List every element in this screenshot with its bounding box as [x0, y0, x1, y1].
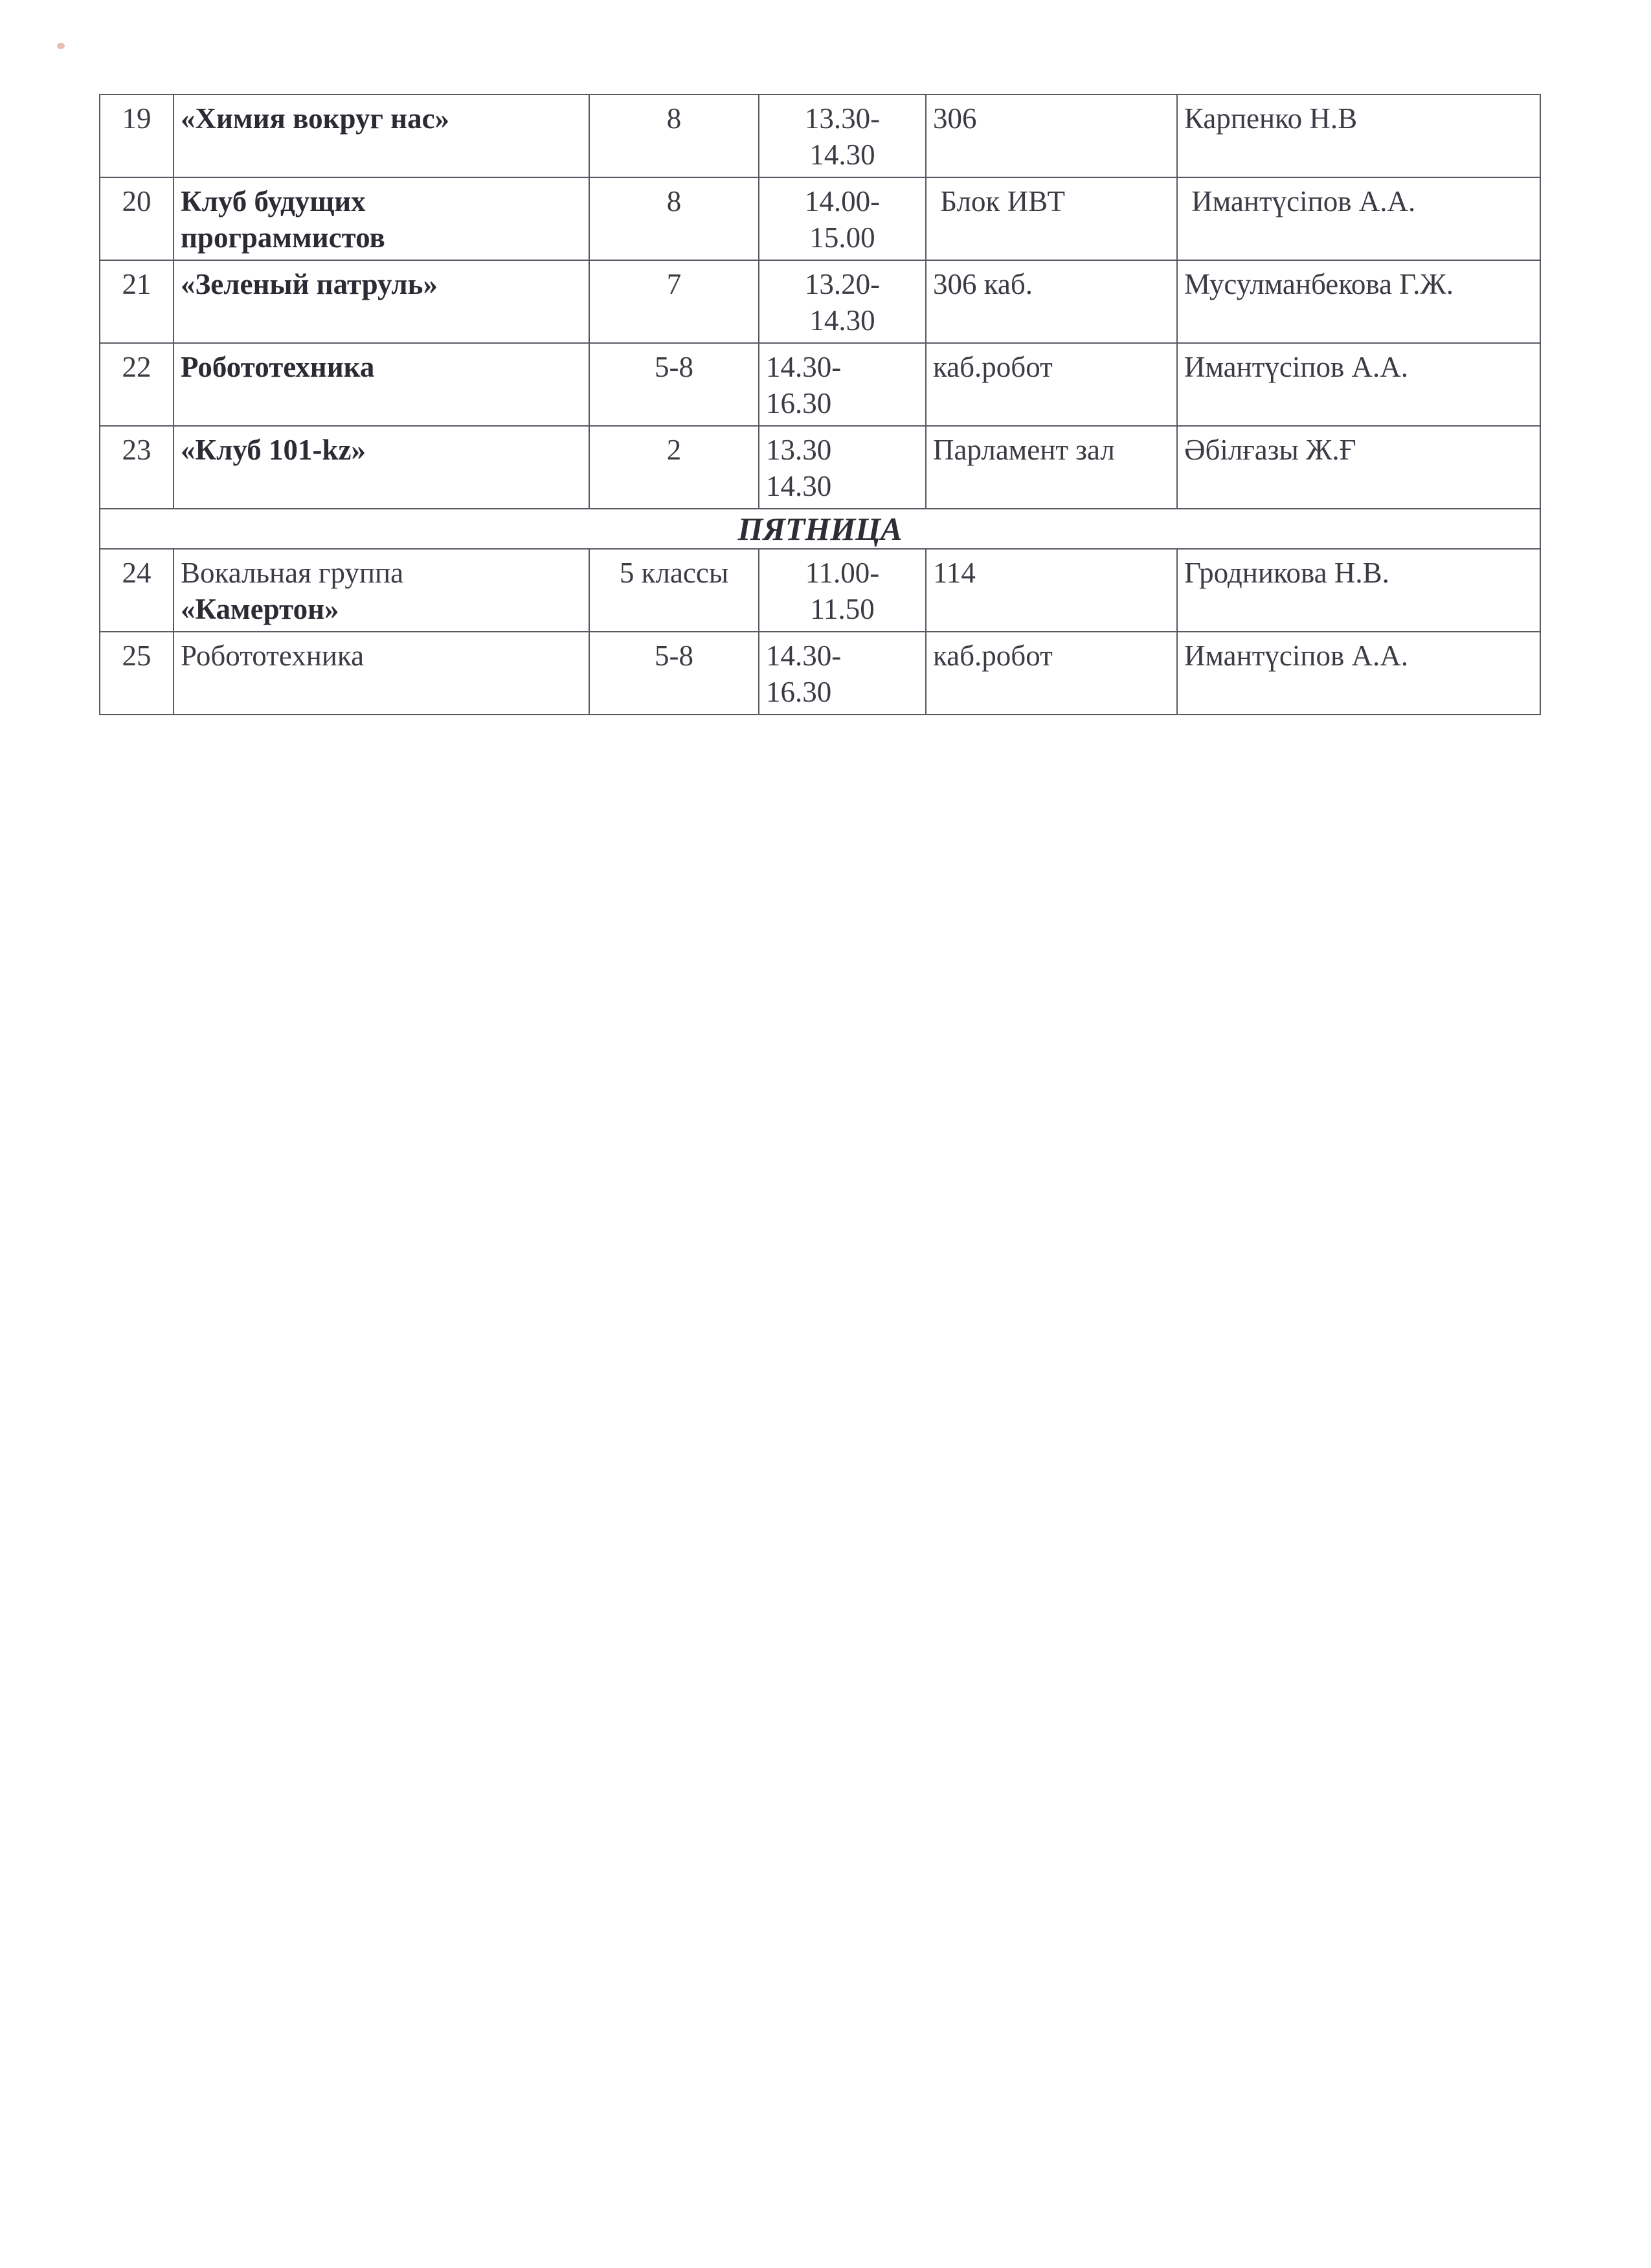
- time-start: 13.30-: [804, 102, 881, 135]
- room-cell: каб.робот: [926, 343, 1177, 426]
- time-start: 14.00-: [804, 185, 881, 217]
- time-cell: [759, 426, 926, 509]
- row-number: 23: [100, 426, 174, 509]
- time-cell: [759, 343, 926, 426]
- day-heading: ПЯТНИЦА: [100, 509, 1540, 549]
- club-name: [174, 632, 589, 715]
- room-cell: 114: [926, 549, 1177, 632]
- club-name-line: Робототехника: [181, 351, 375, 383]
- time-start: 14.30-: [766, 351, 842, 383]
- time-start: 13.30: [766, 434, 832, 466]
- room-cell: каб.робот: [926, 632, 1177, 715]
- teacher-cell: Мусулманбекова Г.Ж.: [1177, 260, 1540, 343]
- table-row: [100, 177, 1540, 260]
- room-cell: 306: [926, 94, 1177, 177]
- room-cell: [926, 177, 1177, 260]
- room-text: Блок ИВТ: [933, 185, 1065, 217]
- row-number: 25: [100, 632, 174, 715]
- teacher-cell: Әбілғазы Ж.Ғ: [1177, 426, 1540, 509]
- time-end: 16.30: [766, 676, 832, 708]
- club-name: [174, 177, 589, 260]
- time-cell: [759, 549, 926, 632]
- club-name: [174, 343, 589, 426]
- club-name-line: Вокальная группа: [181, 557, 404, 589]
- time-end: 11.50: [810, 593, 875, 625]
- time-end: 14.30: [766, 470, 832, 502]
- club-name-line: программистов: [181, 221, 385, 254]
- grade-cell: 5-8: [589, 343, 759, 426]
- row-number: 24: [100, 549, 174, 632]
- teacher-text: Имантүсіпов А.А.: [1184, 185, 1416, 217]
- row-number: 22: [100, 343, 174, 426]
- time-cell: [759, 260, 926, 343]
- time-start: 11.00-: [805, 557, 880, 589]
- grade-cell: 5-8: [589, 632, 759, 715]
- table-row: [100, 94, 1540, 177]
- time-cell: [759, 177, 926, 260]
- teacher-cell: Имантүсіпов А.А.: [1177, 632, 1540, 715]
- table-row: [100, 426, 1540, 509]
- table-row: [100, 260, 1540, 343]
- teacher-cell: Имантүсіпов А.А.: [1177, 343, 1540, 426]
- scan-speck: [57, 43, 65, 49]
- club-name: [174, 94, 589, 177]
- room-cell: Парламент зал: [926, 426, 1177, 509]
- grade-cell: 8: [589, 177, 759, 260]
- room-cell: 306 каб.: [926, 260, 1177, 343]
- teacher-cell: [1177, 177, 1540, 260]
- row-number: 20: [100, 177, 174, 260]
- club-name-line: «Зеленый патруль»: [181, 268, 438, 300]
- row-number: 21: [100, 260, 174, 343]
- club-name: [174, 549, 589, 632]
- row-number: 19: [100, 94, 174, 177]
- time-end: 15.00: [809, 221, 875, 254]
- club-name-line: «Клуб 101-kz»: [181, 434, 366, 466]
- club-name-line: «Камертон»: [181, 593, 339, 625]
- club-name: [174, 426, 589, 509]
- grade-cell: 8: [589, 94, 759, 177]
- time-end: 14.30: [809, 304, 875, 337]
- time-cell: [759, 632, 926, 715]
- time-cell: [759, 94, 926, 177]
- grade-cell: 7: [589, 260, 759, 343]
- teacher-cell: Гродникова Н.В.: [1177, 549, 1540, 632]
- club-name-line: «Химия вокруг нас»: [181, 102, 450, 135]
- schedule-table: [99, 94, 1541, 715]
- table-row: [100, 632, 1540, 715]
- time-start: 14.30-: [766, 639, 842, 672]
- club-name-line: Робототехника: [181, 639, 365, 672]
- time-end: 14.30: [809, 139, 875, 171]
- time-start: 13.20-: [804, 268, 881, 300]
- day-heading-row: [100, 509, 1540, 549]
- grade-cell: 5 классы: [589, 549, 759, 632]
- table-row: [100, 343, 1540, 426]
- time-end: 16.30: [766, 387, 832, 419]
- teacher-cell: Карпенко Н.В: [1177, 94, 1540, 177]
- table-row: [100, 549, 1540, 632]
- grade-cell: 2: [589, 426, 759, 509]
- club-name: [174, 260, 589, 343]
- club-name-line: Клуб будущих: [181, 185, 366, 217]
